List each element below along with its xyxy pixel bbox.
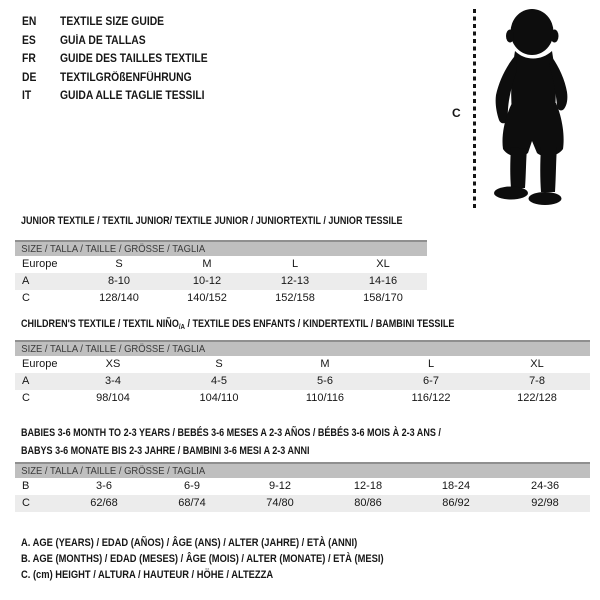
babies-textile-table <box>15 462 590 512</box>
table-row <box>15 478 590 495</box>
table-cell: 4-5 <box>211 375 227 387</box>
table-header-text: SIZE / TALLA / TAILLE / GRÖSSE / TAGLIA <box>21 465 206 477</box>
language-label-text: GUIDA ALLE TAGLIE TESSILI <box>60 90 205 102</box>
table-cell: Europe <box>22 258 58 270</box>
table-header-cell <box>15 341 590 356</box>
table-cell: 128/140 <box>99 292 139 304</box>
language-row-de <box>22 69 224 88</box>
table-cell: 12-18 <box>353 480 383 492</box>
babies-title-line2 <box>21 442 533 460</box>
language-label <box>60 72 206 84</box>
footnote-b <box>21 551 448 567</box>
table-cell: A <box>22 275 30 287</box>
table-cell: C <box>22 292 30 304</box>
language-code-text: IT <box>22 90 32 102</box>
table-cell: A <box>22 375 30 387</box>
language-label <box>60 16 176 28</box>
table-row <box>15 495 590 512</box>
title-text-pre: CHILDREN'S TEXTILE / TEXTIL NIÑO <box>21 318 179 330</box>
table-cell: 14-16 <box>368 275 398 287</box>
childrens-textile-title <box>21 318 550 331</box>
babies-title-line1-text: BABIES 3-6 MONTH TO 2-3 YEARS / BEBÉS 3-6 MESES A 2-3 AÑOS / BÉBÉS 3-6 MOIS À 2-3 ANS / <box>21 427 441 439</box>
babies-title-line1 <box>21 424 533 442</box>
table-cell: 62/68 <box>90 497 118 509</box>
language-code-text: DE <box>22 71 37 84</box>
table-cell: Europe <box>22 358 58 370</box>
language-row-it <box>22 87 224 106</box>
table-row <box>15 356 590 373</box>
table-cell: 116/122 <box>411 392 451 404</box>
language-label <box>60 35 155 47</box>
junior-textile-table <box>15 240 427 307</box>
table-cell: 8-10 <box>107 275 131 287</box>
table-row <box>15 390 590 407</box>
table-header-row <box>15 463 590 478</box>
table-row <box>15 256 427 273</box>
table-cell: 80/86 <box>354 497 382 509</box>
table-cell: B <box>22 480 30 492</box>
language-row-es <box>22 32 224 51</box>
language-label-text: GUÍA DE TALLAS <box>60 34 146 47</box>
footnote-c-text: C. (cm) HEIGHT / ALTURA / HAUTEUR / HÖHE / ALTEZZA <box>21 569 274 581</box>
table-cell: 3-4 <box>105 375 121 387</box>
table-cell: S <box>215 358 223 370</box>
table-cell: 18-24 <box>441 480 471 492</box>
table-cell: 68/74 <box>178 497 206 509</box>
table-cell: 152/158 <box>275 292 315 304</box>
footnote-a <box>21 535 448 551</box>
table-cell: 74/80 <box>266 497 294 509</box>
table-cell: 9-12 <box>268 480 292 492</box>
table-cell: M <box>320 358 330 370</box>
measure-label-c: C <box>452 106 461 120</box>
table-cell: 110/116 <box>305 392 345 404</box>
language-label-text: TEXTILGRÖßENFÜHRUNG <box>60 71 192 84</box>
table-header-cell <box>15 241 427 256</box>
babies-title-line2-text: BABYS 3-6 MONATE BIS 2-3 JAHRE / BAMBINI 3-6 MESI A 2-3 ANNI <box>21 445 310 457</box>
table-cell: XS <box>105 358 121 370</box>
table-header-text: SIZE / TALLA / TAILLE / GRÖSSE / TAGLIA <box>21 343 206 355</box>
height-measure-dashed-line <box>473 9 476 210</box>
table-cell: 104/110 <box>199 392 239 404</box>
language-code <box>22 87 60 106</box>
table-cell: 7-8 <box>529 375 545 387</box>
childrens-textile-table <box>15 340 590 407</box>
language-label <box>60 53 224 65</box>
table-header-row <box>15 241 427 256</box>
table-cell: C <box>22 497 30 509</box>
table-row <box>15 273 427 290</box>
table-cell: 5-6 <box>317 375 333 387</box>
babies-textile-title <box>21 424 533 460</box>
language-list <box>22 13 224 106</box>
footnote-b-text: B. AGE (MONTHS) / EDAD (MESES) / ÂGE (MOIS) / ALTER (MONATE) / ETÀ (MESI) <box>21 553 384 565</box>
title-text-post: / TEXTILE DES ENFANTS / KINDERTEXTIL / BAMBINI TESSILE <box>184 318 455 330</box>
footnote-c <box>21 567 448 583</box>
table-cell: 6-9 <box>184 480 200 492</box>
table-cell: XL <box>530 358 544 370</box>
table-cell: M <box>202 258 212 270</box>
language-code <box>22 69 60 88</box>
table-cell: 12-13 <box>280 275 310 287</box>
table-row <box>15 290 427 307</box>
table-cell: 92/98 <box>531 497 559 509</box>
footnote-a-text: A. AGE (YEARS) / EDAD (AÑOS) / ÂGE (ANS) / ALTER (JAHRE) / ETÀ (ANNI) <box>21 537 358 549</box>
table-cell: 24-36 <box>530 480 560 492</box>
table-cell: 140/152 <box>187 292 227 304</box>
childrens-textile-title-text <box>21 318 454 331</box>
language-label-text: TEXTILE SIZE GUIDE <box>60 16 165 28</box>
junior-textile-title-text: JUNIOR TEXTILE / TEXTIL JUNIOR/ TEXTILE JUNIOR / JUNIORTEXTIL / JUNIOR TESSILE <box>21 215 403 227</box>
language-label-text: GUIDE DES TAILLES TEXTILE <box>60 53 208 65</box>
table-cell: C <box>22 392 30 404</box>
table-header-row <box>15 341 590 356</box>
title-text-subscript: /A <box>178 322 185 331</box>
language-row-en <box>22 13 224 32</box>
language-code <box>22 32 60 51</box>
language-code-text: ES <box>22 34 36 47</box>
table-cell: S <box>115 258 123 270</box>
table-cell: L <box>427 358 435 370</box>
language-code-text: EN <box>22 16 37 28</box>
footnotes <box>21 535 448 583</box>
language-code <box>22 13 60 32</box>
table-cell: 98/104 <box>96 392 130 404</box>
table-row <box>15 373 590 390</box>
table-header-text: SIZE / TALLA / TAILLE / GRÖSSE / TAGLIA <box>21 243 206 255</box>
baby-silhouette <box>481 7 579 207</box>
table-cell: XL <box>376 258 390 270</box>
language-code <box>22 50 60 69</box>
table-cell: 6-7 <box>423 375 439 387</box>
table-cell: 122/128 <box>517 392 557 404</box>
table-cell: 3-6 <box>96 480 112 492</box>
table-cell: 158/170 <box>363 292 403 304</box>
language-code-text: FR <box>22 53 36 65</box>
junior-textile-title <box>21 215 486 227</box>
language-row-fr <box>22 50 224 69</box>
language-label <box>60 90 221 102</box>
table-header-cell <box>15 463 590 478</box>
table-cell: L <box>291 258 299 270</box>
table-cell: 10-12 <box>192 275 222 287</box>
table-cell: 86/92 <box>442 497 470 509</box>
